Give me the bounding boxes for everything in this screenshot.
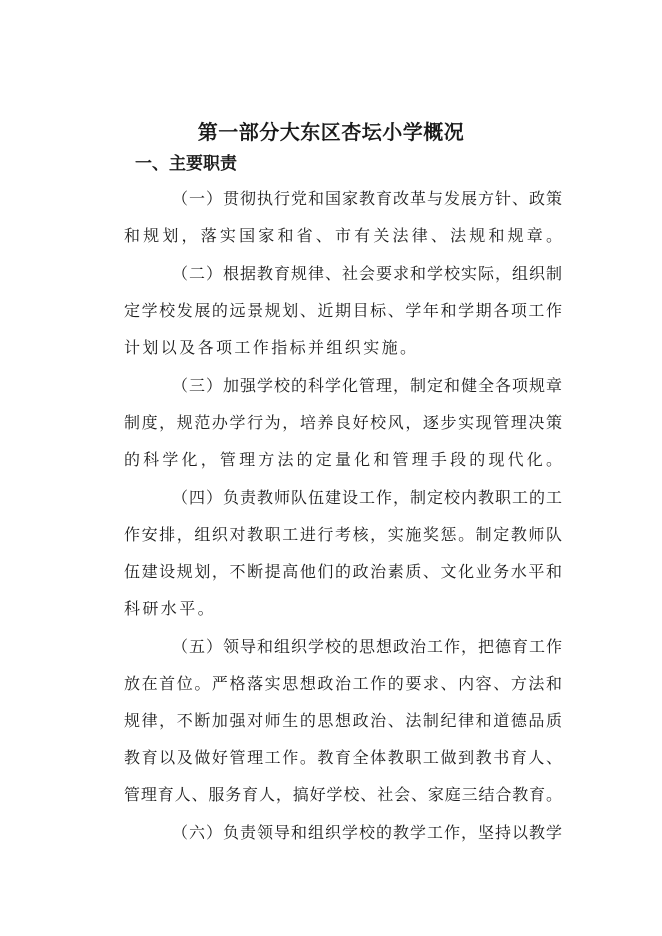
paragraph-line: 作安排，组织对教职工进行考核，实施奖惩。制定教师队 — [124, 525, 562, 544]
paragraph-line: （二）根据教育规律、社会要求和学校实际，组织制 — [172, 264, 562, 283]
paragraph-line: 放在首位。严格落实思想政治工作的要求、内容、方法和 — [124, 674, 562, 693]
paragraph — [124, 633, 562, 818]
paragraph-line: 伍建设规划，不断提高他们的政治素质、文化业务水平和 — [124, 562, 562, 581]
paragraph-line: 规律，不断加强对师生的思想政治、法制纪律和道德品质 — [124, 711, 562, 730]
section-heading: 一、主要职责 — [135, 154, 237, 174]
paragraph-line: 教育以及做好管理工作。教育全体教职工做到教书育人、 — [124, 748, 562, 767]
paragraph-line: 管理育人、服务育人，搞好学校、社会、家庭三结合教育。 — [124, 785, 562, 804]
paragraph-line: （一）贯彻执行党和国家教育改革与发展方针、政策 — [172, 189, 562, 208]
paragraph-line: （六）负责领导和组织学校的教学工作，坚持以教学 — [172, 823, 562, 842]
paragraph-line: （五）领导和组织学校的思想政治工作，把德育工作 — [172, 637, 562, 656]
paragraph-line: 和规划，落实国家和省、市有关法律、法规和规章。 — [124, 226, 562, 245]
paragraph-line: （四）负责教师队伍建设工作，制定校内教职工的工 — [172, 488, 562, 507]
paragraph-line: （三）加强学校的科学化管理，制定和健全各项规章 — [172, 376, 562, 395]
document-title: 第一部分大东区杏坛小学概况 — [197, 120, 465, 144]
paragraph-line: 计划以及各项工作指标并组织实施。 — [124, 338, 419, 357]
paragraph-line: 定学校发展的远景规划、近期目标、学年和学期各项工作 — [124, 301, 562, 320]
paragraph-line: 的科学化，管理方法的定量化和管理手段的现代化。 — [124, 450, 562, 469]
paragraph — [124, 260, 562, 371]
paragraph-line: 制度，规范办学行为，培养良好校风，逐步实现管理决策 — [124, 413, 562, 432]
paragraph-line: 科研水平。 — [124, 599, 217, 618]
paragraph — [124, 484, 562, 632]
document-body — [124, 185, 562, 857]
paragraph — [124, 372, 562, 483]
paragraph — [124, 185, 562, 259]
paragraph — [124, 819, 562, 856]
